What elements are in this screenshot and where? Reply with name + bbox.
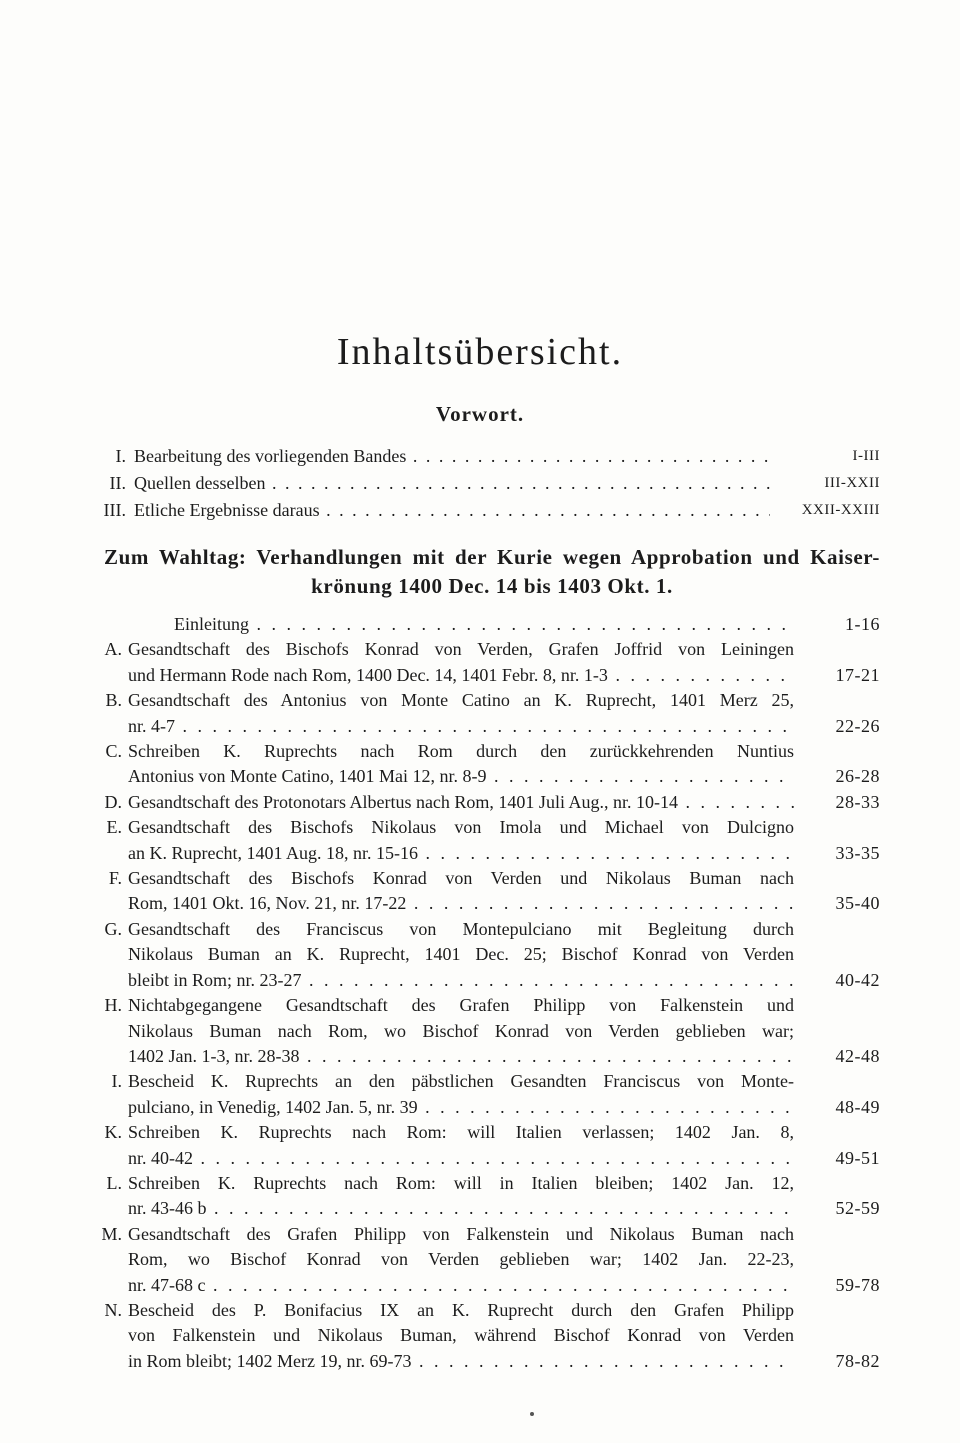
entry-pages: 78-82 [835, 1350, 880, 1371]
vorwort-heading: Vorwort. [435, 402, 525, 426]
entry-pages: 40-42 [835, 969, 880, 990]
entry-text-line: in Rom bleibt; 1402 Merz 19, nr. 69-73 . . . [128, 1349, 794, 1374]
entry-text-line: pulciano, in Venedig, 1402 Jan. 5, nr. 39 . . . [128, 1095, 794, 1120]
vorwort-item-number: III. [103, 500, 126, 520]
contents-entry [88, 917, 880, 993]
entry-letter: M. [101, 1223, 122, 1244]
entry-letter: C. [105, 741, 122, 762]
page-title: Inhaltsübersicht. [336, 331, 624, 373]
section-heading-line-1: Zum Wahltag: Verhandlungen mit der Kurie wegen Approbation und Kaiser- [104, 545, 880, 569]
entry-text-line: Nikolaus Buman an K. Ruprecht, 1401 Dec. 25; Bischof Konrad von Verden [128, 944, 794, 965]
entry-letter: I. [111, 1071, 122, 1092]
vorwort-item-title: Etliche Ergebnisse daraus . . . [134, 497, 770, 524]
contents-entry [88, 815, 880, 866]
entry-letter: H. [104, 995, 122, 1016]
entry-pages: 49-51 [835, 1147, 880, 1168]
entry-text-line: Gesandtschaft des Bischofs Nikolaus von Imola und Michael von Dulcigno [128, 817, 794, 838]
vorwort-item-number: I. [115, 446, 126, 466]
entry-letter: B. [105, 690, 122, 711]
vorwort-item-title: Quellen desselben . . . [134, 470, 770, 497]
entry-letter: K. [104, 1122, 122, 1143]
entry-text-line: Einleitung . . . [174, 612, 794, 637]
entry-pages: 22-26 [835, 715, 880, 736]
contents-entry [88, 637, 880, 688]
entry-pages: 42-48 [835, 1045, 880, 1066]
entry-pages: 28-33 [835, 791, 880, 812]
entry-letter: A. [104, 639, 122, 660]
vorwort-item [86, 470, 880, 497]
page-mark [530, 1412, 534, 1416]
entry-text-line: Gesandtschaft des Antonius von Monte Catino an K. Ruprecht, 1401 Merz 25, [128, 690, 794, 711]
entry-text-line: und Hermann Rode nach Rom, 1400 Dec. 14, 1401 Febr. 8, nr. 1-3 . . . [128, 663, 794, 688]
vorwort-item-title: Bearbeitung des vorliegenden Bandes . . . [134, 443, 770, 470]
vorwort-item-number: II. [109, 473, 126, 493]
entry-text-line: Schreiben K. Ruprechts nach Rom: will Italien verlassen; 1402 Jan. 8, [128, 1122, 794, 1143]
vorwort-item [86, 443, 880, 470]
entry-text-line: Bescheid des P. Bonifacius IX an K. Ruprecht durch den Grafen Philipp [128, 1299, 794, 1320]
contents-entries [88, 612, 880, 1374]
section-heading [104, 543, 880, 601]
entry-letter: L. [106, 1172, 122, 1193]
entry-text-line: Gesandtschaft des Bischofs Konrad von Verden und Nikolaus Buman nach [128, 868, 794, 889]
contents-entry [88, 1298, 880, 1374]
entry-text-line: Nikolaus Buman nach Rom, wo Bischof Konrad von Verden geblieben war; [128, 1020, 794, 1041]
entry-text-line: Bescheid K. Ruprechts an den päbstlichen Gesandten Franciscus von Monte- [128, 1071, 794, 1092]
entry-letter: D. [104, 791, 122, 812]
vorwort-item-pages: XXII-XXIII [801, 502, 880, 518]
entry-letter: E. [106, 817, 122, 838]
entry-pages: 1-16 [845, 614, 880, 634]
entry-text-line: Schreiben K. Ruprechts nach Rom durch den zurückkehrenden Nuntius [128, 741, 794, 762]
entry-text-line: Nichtabgegangene Gesandtschaft des Grafen Philipp von Falkenstein und [128, 995, 794, 1016]
contents-entry [88, 993, 880, 1069]
entry-text-line: Rom, wo Bischof Konrad von Verden geblieben war; 1402 Jan. 22-23, [128, 1249, 794, 1270]
contents-entry [88, 688, 880, 739]
entry-text-line: Gesandtschaft des Grafen Philipp von Falkenstein und Nikolaus Buman nach [128, 1223, 794, 1244]
contents-entry [88, 1120, 880, 1171]
entry-pages: 48-49 [835, 1096, 880, 1117]
entry-letter: F. [108, 868, 122, 889]
entry-text-line: nr. 4-7 . . . [128, 714, 794, 739]
entry-text-line: Schreiben K. Ruprechts nach Rom: will in Italien bleiben; 1402 Jan. 12, [128, 1172, 794, 1193]
entry-text-line: nr. 40-42 . . . [128, 1146, 794, 1171]
contents-entry [88, 1069, 880, 1120]
entry-text-line: Gesandtschaft des Protonotars Albertus nach Rom, 1401 Juli Aug., nr. 10-14 . . . [128, 790, 794, 815]
vorwort-item [86, 497, 880, 524]
entry-text-line: Gesandtschaft des Bischofs Konrad von Verden, Grafen Joffrid von Leiningen [128, 639, 794, 660]
vorwort-item-pages: I-III [852, 448, 880, 464]
contents-entry [88, 739, 880, 790]
contents-entry [88, 1222, 880, 1298]
entry-letter: N. [104, 1299, 122, 1320]
entry-text-line: 1402 Jan. 1-3, nr. 28-38 . . . [128, 1044, 794, 1069]
entry-pages: 52-59 [835, 1198, 880, 1219]
entry-pages: 35-40 [835, 893, 880, 914]
entry-text-line: Antonius von Monte Catino, 1401 Mai 12, nr. 8-9 . . . [128, 764, 794, 789]
section-heading-line-2: krönung 1400 Dec. 14 bis 1403 Okt. 1. [311, 574, 673, 598]
vorwort-item-pages: III-XXII [824, 475, 880, 491]
entry-text-line: bleibt in Rom; nr. 23-27 . . . [128, 968, 794, 993]
entry-text-line: von Falkenstein und Nikolaus Buman, während Bischof Konrad von Verden [128, 1325, 794, 1346]
entry-pages: 17-21 [835, 664, 880, 685]
entry-text-line: Rom, 1401 Okt. 16, Nov. 21, nr. 17-22 . . . [128, 891, 794, 916]
entry-text-line: nr. 47-68 c . . . [128, 1273, 794, 1298]
contents-entry [88, 866, 880, 917]
entry-pages: 33-35 [835, 842, 880, 863]
entry-pages: 26-28 [835, 766, 880, 787]
entry-text-line: Gesandtschaft des Franciscus von Montepulciano mit Begleitung durch [128, 918, 794, 939]
entry-text-line: an K. Ruprecht, 1401 Aug. 18, nr. 15-16 . . . [128, 841, 794, 866]
contents-entry [88, 790, 880, 815]
entry-letter: G. [104, 918, 122, 939]
contents-entry [88, 1171, 880, 1222]
entry-pages: 59-78 [835, 1274, 880, 1295]
entry-text-line: nr. 43-46 b . . . [128, 1196, 794, 1221]
vorwort-list [86, 443, 880, 524]
contents-entry [88, 612, 880, 637]
